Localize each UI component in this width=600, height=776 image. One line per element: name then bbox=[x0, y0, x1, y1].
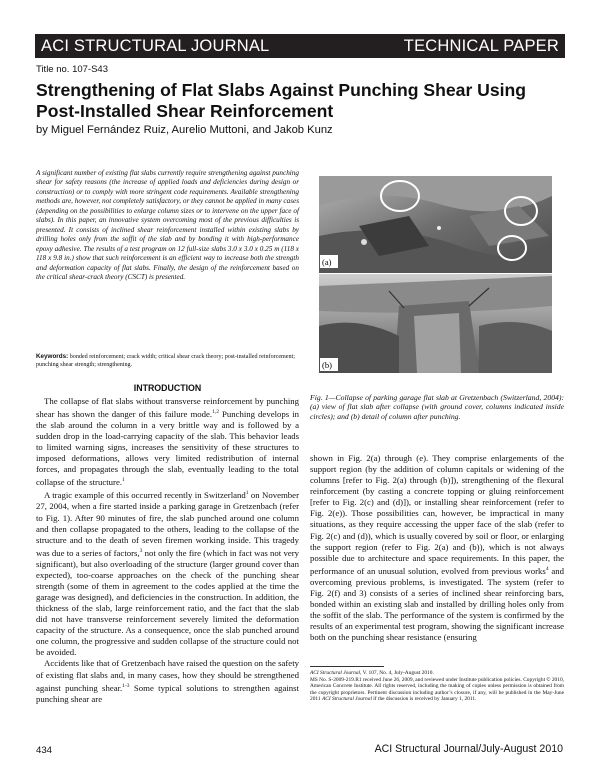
journal-name: ACI STRUCTURAL JOURNAL bbox=[41, 37, 270, 55]
figure-1-caption: Fig. 1—Collapse of parking garage flat slab at Gretzenbach (Switzerland, 2004): (a) view of flat slab after collapse (with ground cover, columns indicated inside circles); and (b) detail of column after punching. bbox=[310, 393, 564, 421]
paragraph: The collapse of flat slabs without transverse reinforcement by punching shear has shown the danger of this failure mode.$^{1,2}$ Punching develops in the slab around the column in a very brittle way and is followed by a sudden drop in the load-carrying capacity of the slab. This behavior leads to limited warning signs, increases the sensitivity of these structures to imposed deformations, allows very limited redistribution of internal forces, and propagates through the slab, eventually leading to the total collapse of the structure.$^1$ bbox=[36, 396, 299, 488]
figure-1-photographs bbox=[319, 176, 552, 373]
authors: by Miguel Fernández Ruiz, Aurelio Muttoni, and Jakob Kunz bbox=[36, 124, 333, 136]
introduction-heading: INTRODUCTION bbox=[133, 383, 202, 393]
paragraph: shown in Fig. 2(a) through (e). They comprise enlargements of the support region (by the addition of column capitals or widening of the columns [refer to Fig. 2(a) through (b)]), strengthening of the flexural reinforcement (by casting a concrete topping or gluing reinforcement [refer to Fig. 2(c) and (d)]), or installing shear reinforcement (refer to Fig. 2(e)). Those possibilities can, however, be impractical in many situations, as they require accessing the upper face of the slab (refer to Fig. 2(c) and (d)), which is usually covered by soil or floor, or enlarging the support region (refer to Fig. 2(a) and (b)), which is not always possible due to architecture and space requirements. In this paper, the performance of an unusual solution, evolved from previous works$^4$ and overcoming previous problems, is investigated. The system (refer to Fig. 2(f) and 3) consists of a series of inclined shear reinforcing bars, bonded within an existing slab and installed by drilling holes only from the soffit of the slab. The performance of the system is confirmed by the results of an experimental test program, showing the significant increase both on the punching shear resistance (ensuring bbox=[310, 453, 564, 643]
paragraph: Accidents like that of Gretzenbach have raised the question on the safety of existing flat slabs and, in many cases, how they should be strengthened against punching shear.$^{1-3}$ Some typical solutions to strengthen against punching shear are bbox=[36, 658, 299, 704]
body-column-right bbox=[310, 453, 564, 661]
footnote-rule bbox=[310, 666, 384, 667]
keywords-label: Keywords: bbox=[36, 353, 69, 360]
photo-label-b: (b) bbox=[322, 360, 332, 370]
page-number: 434 bbox=[36, 745, 53, 756]
keywords-text: bonded reinforcement; crack width; critical shear crack theory; post-installed reinforcement; punching shear strength; strengthening. bbox=[36, 354, 295, 369]
abstract: A significant number of existing flat slabs currently require strengthening against punching shear for safety reasons (the increase of applied loads and deficiencies during design or construction) or to comply with more stringent code requirements. Available strengthening methods are, however, not completely satisfactory, or they cannot be applied in many cases (depending on the possibilities to enlarge column sizes or to intervene on the upper face of slabs). In this paper, an innovative system overcoming most of the previous difficulties is presented. It consists of inclined shear reinforcement installed within existing slabs by drilling holes only from the soffit of the slab and by bonding it with high-performance epoxy adhesive. The results of a test program on 12 full-size slabs 3.0 x 3.0 x 0.25 m (118 x 118 x 9.8 in.) show that such reinforcement is an efficient way to increase both the strength and deformation capacity of flat slabs. Finally, the design of the reinforcement based on the critical shear-crack theory (CSCT) is presented. bbox=[36, 169, 299, 281]
photo-label-a: (a) bbox=[322, 257, 332, 267]
footnote: ACI Structural Journal, V. 107, No. 4, July-August 2010. MS No. S-2009-219.R1 received June 26, 2009, and reviewed under Institute publication policies. Copyright © 2010, American Concrete Institute. All rights reserved, including the making of copies unless permission is obtained from the copyright proprietors. Pertinent discussion including author’s closure, if any, will be published in the May-June 2011 ACI Structural Journal if the discussion is received by January 1, 2011. bbox=[310, 670, 564, 703]
footer-journal: ACI Structural Journal/July-August 2010 bbox=[374, 743, 563, 755]
title-number: Title no. 107-S43 bbox=[36, 64, 108, 75]
collapse-photo-svg bbox=[319, 176, 552, 373]
keywords bbox=[36, 353, 299, 370]
body-column-left bbox=[36, 396, 299, 746]
paper-title: Strengthening of Flat Slabs Against Punching Shear Using Post-Installed Shear Reinforcement bbox=[36, 80, 527, 121]
paragraph: A tragic example of this occurred recently in Switzerland$^1$ on November 27, 2004, when a fire started inside a parking garage in Gretzenbach (refer to Fig. 1). After 90 minutes of fire, the slab punched around one column and then collapse propagated to the others, leading to the collapse of the structure and to the death of seven firemen working inside. This tragedy was due to a series of factors,$^3$ not only the fire (which in fact was not very significant), but also overloading of the structure (larger ground cover than expected), too-coarse approaches on the check of the punching shear strength (some of them in agreement to the codes applied at the time the garage was designed), and deficiencies in the construction. In addition, the thickness of the slab, large reinforcement ratio, and the fact that the slab did not have transverse reinforcement severely limited the deformation capacity of the structure. As a consequence, once the slab punched around one column, the progressive and sudden collapse of the structure could not be avoided. bbox=[36, 490, 299, 658]
section-label: TECHNICAL PAPER bbox=[403, 37, 559, 55]
journal-banner bbox=[35, 34, 565, 58]
